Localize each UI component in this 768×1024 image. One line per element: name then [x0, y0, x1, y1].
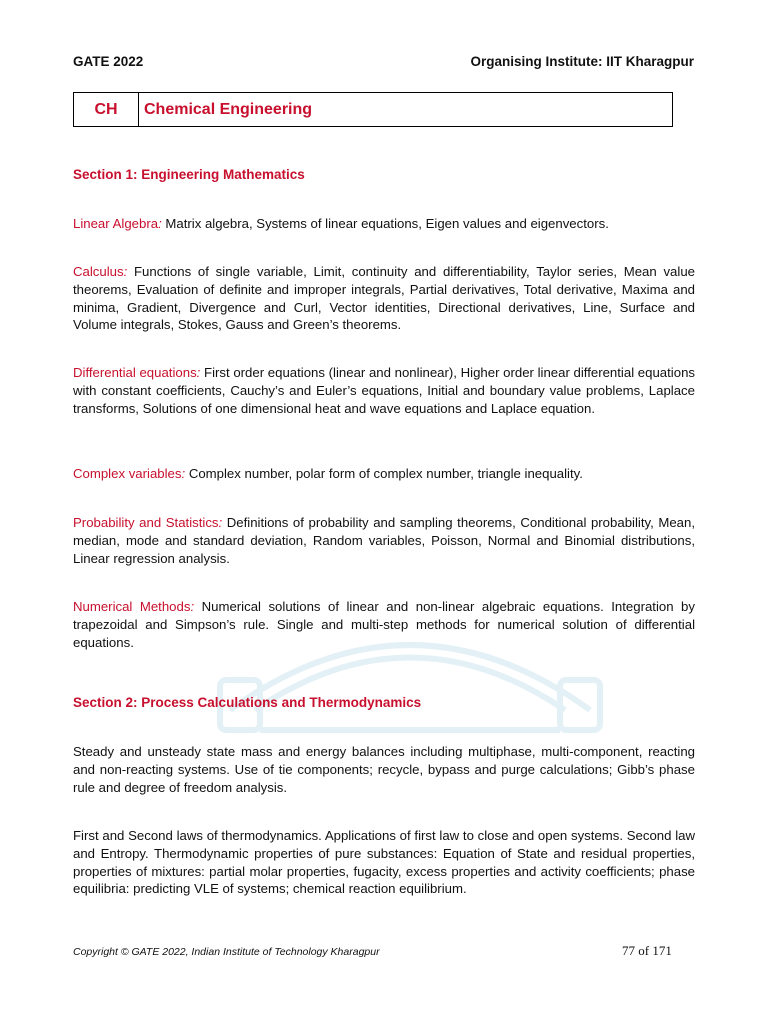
topic-numerical-methods: Numerical Methods: Numerical solutions of linear and non-linear algebraic equations. Integration by trapezoidal and Simpson’s rule. Single and multi-step methods for numerical solution of differential equations.: [73, 599, 695, 650]
page-header: [73, 54, 694, 69]
section-2-heading: Section 2: Process Calculations and Thermodynamics: [73, 695, 422, 710]
topic-title: Differential equations: [73, 365, 197, 380]
section-2-paragraph: First and Second laws of thermodynamics. Applications of first law to close and open systems. Second law and Entropy. Thermodynamic properties of pure substances: Equation of State and residual properties, properties of mixtures: partial molar properties, fugacity, excess properties and activity coefficients; phase equilibria: predicting VLE of systems; chemical reaction equilibrium.: [73, 828, 695, 897]
topic-linear-algebra: Linear Algebra: Matrix algebra, Systems of linear equations, Eigen values and eigenvectors.: [73, 216, 609, 231]
topic-text: Definitions of probability and sampling theorems, Conditional probability, Mean, median, mode and standard deviation, Random variables, Poisson, Normal and Binomial distributions, Linear regression analysis.: [73, 515, 695, 566]
exam-title: GATE 2022: [73, 54, 144, 69]
topic-complex-variables: Complex variables: Complex number, polar form of complex number, triangle inequality.: [73, 466, 583, 481]
section-2-paragraph: Steady and unsteady state mass and energy balances including multiphase, multi-component, reacting and non-reacting systems. Use of tie components; recycle, bypass and purge calculations; Gibb’s phase rule and degree of freedom analysis.: [73, 744, 695, 795]
page-number: 77 of 171: [622, 943, 672, 958]
topic-text: First order equations (linear and nonlinear), Higher order linear differential equations with constant coefficients, Cauchy’s and Euler’s equations, Initial and boundary value problems, Laplace transforms, Solutions of one dimensional heat and wave equations and Laplace equation.: [73, 365, 695, 416]
subject-name: Chemical Engineering: [144, 100, 313, 118]
topic-probability-statistics: Probability and Statistics: Definitions of probability and sampling theorems, Conditional probability, Mean, median, mode and standard deviation, Random variables, Poisson, Normal and Binomial distributions, Linear regression analysis.: [73, 515, 695, 566]
organising-institute: Organising Institute: IIT Kharagpur: [470, 54, 694, 69]
topic-calculus: Calculus: Functions of single variable, Limit, continuity and differentiability, Taylor series, Mean value theorems, Evaluation of definite and improper integrals, Partial derivatives, Total derivative, Maxima and minima, Gradient, Divergence and Curl, Vector identities, Directional derivatives, Line, Surface and Volume integrals, Stokes, Gauss and Green’s theorems.: [73, 264, 695, 333]
topic-differential-equations: Differential equations: First order equations (linear and nonlinear), Higher order linear differential equations with constant coefficients, Cauchy’s and Euler’s equations, Initial and boundary value problems, Laplace transforms, Solutions of one dimensional heat and wave equations and Laplace equation.: [73, 365, 695, 416]
topic-text: Functions of single variable, Limit, continuity and differentiability, Taylor series, Mean value theorems, Evaluation of definite and improper integrals, Partial derivatives, Total derivative, Maxima and minima, Gradient, Divergence and Curl, Vector identities, Directional derivatives, Line, Surface and Volume integrals, Stokes, Gauss and Green’s theorems.: [73, 264, 695, 333]
topic-title: Calculus: [73, 264, 124, 279]
topic-title: Probability and Statistics: [73, 515, 219, 530]
topic-title: Complex variables: [73, 466, 182, 481]
topic-title: Linear Algebra: [73, 216, 159, 231]
topic-text: Numerical solutions of linear and non-linear algebraic equations. Integration by trapezoidal and Simpson’s rule. Single and multi-step methods for numerical solution of differential equations.: [73, 599, 695, 650]
topic-text: Matrix algebra, Systems of linear equations, Eigen values and eigenvectors.: [161, 216, 609, 231]
subject-code: CH: [74, 93, 139, 126]
footer-copyright: Copyright © GATE 2022, Indian Institute of Technology Kharagpur: [73, 946, 380, 958]
topic-text: Complex number, polar form of complex number, triangle inequality.: [185, 466, 583, 481]
subject-box: [73, 92, 673, 127]
topic-title: Numerical Methods: [73, 599, 191, 614]
watermark-seal-icon: [200, 560, 620, 760]
section-1-heading: Section 1: Engineering Mathematics: [73, 167, 305, 182]
